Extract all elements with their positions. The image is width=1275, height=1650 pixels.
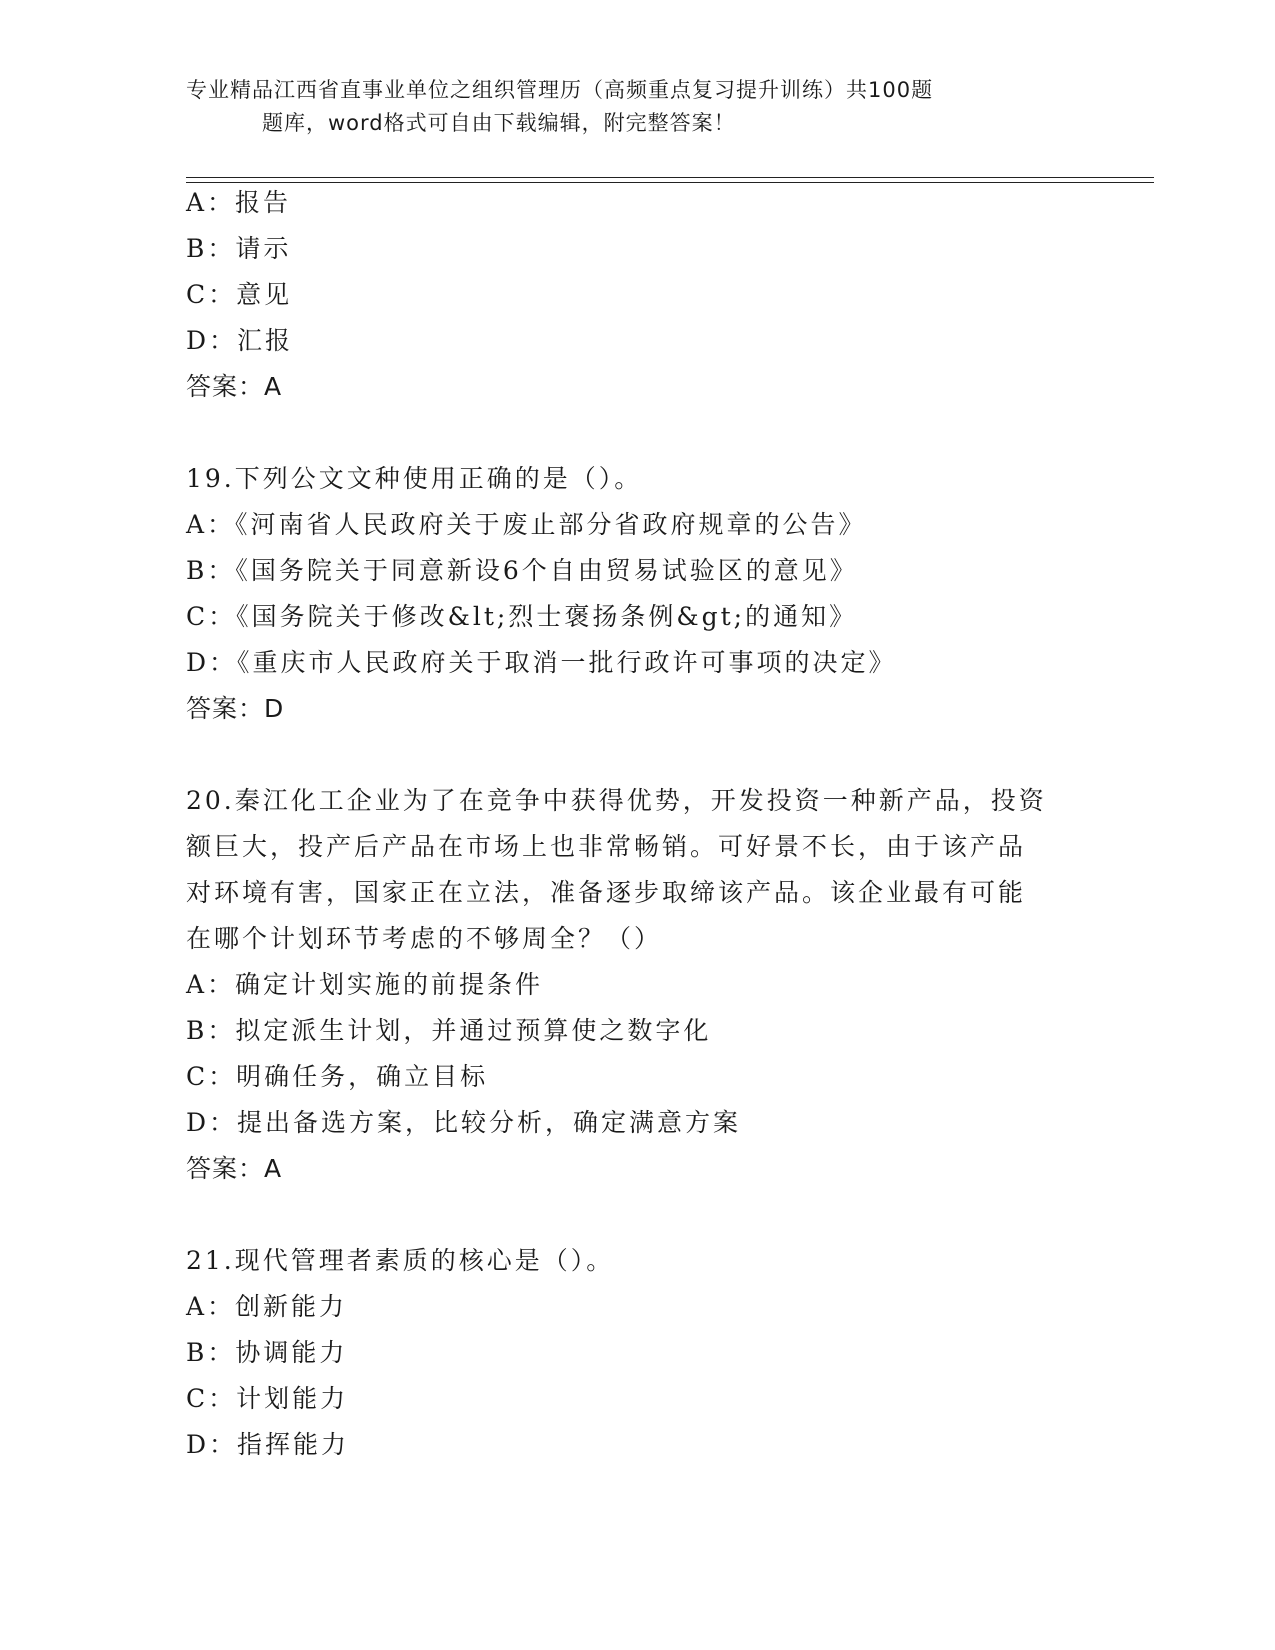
option-a: A：《河南省人民政府关于废止部分省政府规章的公告》 [186, 510, 867, 539]
option-c: C：明确任务，确立目标 [186, 1062, 489, 1091]
option-a: A：确定计划实施的前提条件 [186, 970, 544, 999]
question-block-19 [186, 456, 1086, 732]
option-c: C：计划能力 [186, 1384, 349, 1413]
option-d: D：提出备选方案，比较分析，确定满意方案 [186, 1108, 742, 1137]
spacer [186, 1192, 1086, 1238]
spacer [186, 732, 1086, 778]
question-block-20 [186, 778, 1086, 1192]
question-stem: 19.下列公文文种使用正确的是（）。 [186, 464, 643, 493]
question-list [186, 180, 1086, 1468]
option-d: D：汇报 [186, 326, 294, 355]
answer-line: 答案：D [186, 694, 285, 723]
header-divider-top [186, 177, 1154, 178]
header-title-line2: 题库，word格式可自由下载编辑，附完整答案！ [262, 111, 736, 135]
option-b: B：《国务院关于同意新设6个自由贸易试验区的意见》 [186, 556, 858, 585]
answer-line: 答案：A [186, 372, 283, 401]
question-stem-line: 对环境有害，国家正在立法，准备逐步取缔该产品。该企业最有可能 [186, 878, 1027, 907]
question-stem: 21.现代管理者素质的核心是（）。 [186, 1246, 615, 1275]
header-title-line1: 专业精品江西省直事业单位之组织管理历（高频重点复习提升训练）共100题 [186, 78, 934, 102]
question-stem-line: 在哪个计划环节考虑的不够周全？（） [186, 924, 663, 953]
option-d: D：指挥能力 [186, 1430, 350, 1459]
option-d: D：《重庆市人民政府关于取消一批行政许可事项的决定》 [186, 648, 897, 677]
option-a: A：报告 [186, 188, 292, 217]
option-c: C：《国务院关于修改&lt;烈士褒扬条例&gt;的通知》 [186, 602, 858, 631]
question-stem-line: 20.秦江化工企业为了在竞争中获得优势，开发投资一种新产品，投资 [186, 786, 1047, 815]
question-stem-line: 额巨大，投产后产品在市场上也非常畅销。可好景不长，由于该产品 [186, 832, 1027, 861]
option-b: B：请示 [186, 234, 292, 263]
document-header [186, 74, 1066, 140]
option-b: B：协调能力 [186, 1338, 348, 1367]
option-a: A：创新能力 [186, 1292, 348, 1321]
question-block-21 [186, 1238, 1086, 1468]
spacer [186, 410, 1086, 456]
option-b: B：拟定派生计划，并通过预算使之数字化 [186, 1016, 712, 1045]
option-c: C：意见 [186, 280, 293, 309]
answer-line: 答案：A [186, 1154, 283, 1183]
question-block-prev [186, 180, 1086, 410]
